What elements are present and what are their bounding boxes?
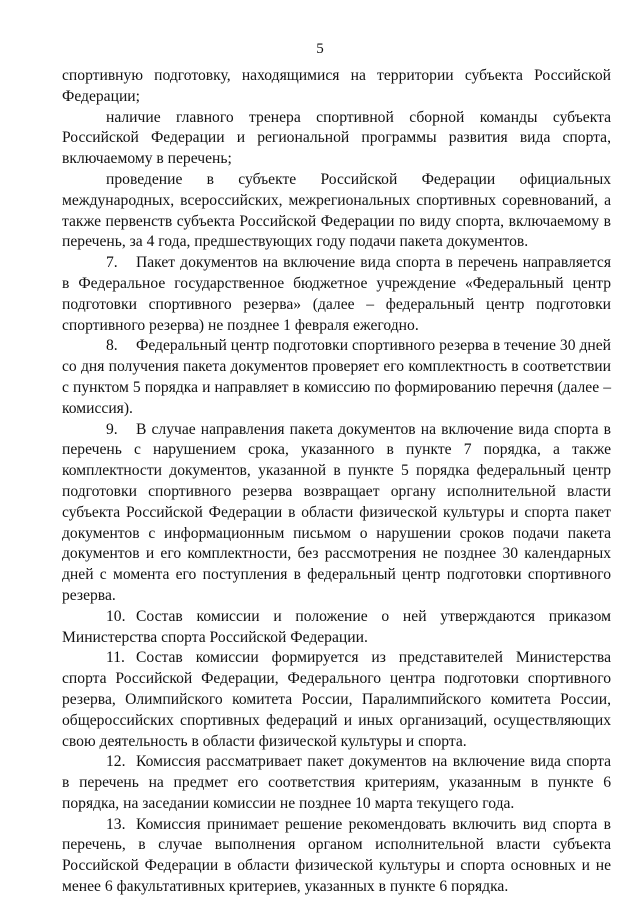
paragraph <box>62 170 611 253</box>
paragraph-number: 11. <box>106 649 125 667</box>
paragraph-text: Состав комиссии формируется из представителей Министерства спорта Российской Федерации, Федерального центра подготовки спортивного резерва, Олимпийского комитета России, Паралимпийского комитета России, общероссийских спортивных федераций и иных организаций, осуществляющих свою деятельность в области физической культуры и спорта. <box>62 649 611 750</box>
paragraph-number: 13. <box>106 815 126 833</box>
paragraph <box>62 66 611 108</box>
paragraph-number: 9. <box>106 420 118 438</box>
paragraph-text: Пакет документов на включение вида спорта в перечень направляется в Федеральное государственное бюджетное учреждение «Федеральный центр подготовки спортивного резерва» (далее – федеральный центр подготовки спортивного резерва) не позднее 1 февраля ежегодно. <box>62 254 611 334</box>
paragraph <box>62 253 611 336</box>
document-body <box>62 66 611 898</box>
paragraph-text: наличие главного тренера спортивной сборной команды субъекта Российской Федерации и региональной программы развития вида спорта, включаемому в перечень; <box>62 108 611 168</box>
paragraph-text: В случае направления пакета документов на включение вида спорта в перечень с нарушением срока, указанного в пункте 7 порядка, а также комплектности документов, указанной в пункте 5 порядка федеральный центр подготовки спортивного резерва возвращает органу исполнительной власти субъекта Российской Федерации в области физической культуры и спорта пакет документов с информационным письмом о нарушении сроков подачи пакета документов и его комплектности, без рассмотрения не позднее 30 календарных дней с момента его поступления в федеральный центр подготовки спортивного резерва. <box>62 420 611 604</box>
paragraph-text: спортивную подготовку, находящимися на территории субъекта Российской Федерации; <box>62 67 611 105</box>
paragraph-number: 8. <box>106 337 118 355</box>
paragraph <box>62 336 611 419</box>
paragraph-text: Комиссия принимает решение рекомендовать включить вид спорта в перечень, в случае выполнения органом исполнительной власти субъекта Российской Федерации в области физической культуры и спорта основных и не менее 6 факультативных критериев, указанных в пункте 6 порядка. <box>62 815 611 896</box>
paragraph-number: 7. <box>106 254 118 272</box>
paragraph-text: Состав комиссии и положение о ней утверждаются приказом Министерства спорта Российской Федерации. <box>62 607 611 646</box>
paragraph-text: Федеральный центр подготовки спортивного резерва в течение 30 дней со дня получения пакета документов проверяет его комплектность в соответствии с пунктом 5 порядка и направляет в комиссию по формированию перечня (далее – комиссия). <box>62 337 611 417</box>
paragraph <box>62 752 611 814</box>
paragraph-number: 12. <box>106 753 126 771</box>
paragraph-text: проведение в субъекте Российской Федерации официальных международных, всероссийских, межрегиональных спортивных соревнований, а также первенств субъекта Российской Федерации по виду спорта, включаемому в перечень, за 4 года, предшествующих году подачи пакета документов. <box>62 170 611 251</box>
paragraph-number: 10. <box>106 607 126 625</box>
paragraph <box>62 648 611 752</box>
page-number: 5 <box>316 41 324 57</box>
paragraph-text: Комиссия рассматривает пакет документов на включение вида спорта в перечень на предмет его соответствия критериям, указанным в пункте 6 порядка, на заседании комиссии не позднее 10 марта текущего года. <box>62 753 611 812</box>
paragraph <box>62 815 611 898</box>
paragraph <box>62 420 611 607</box>
paragraph <box>62 108 611 170</box>
paragraph <box>62 607 611 649</box>
